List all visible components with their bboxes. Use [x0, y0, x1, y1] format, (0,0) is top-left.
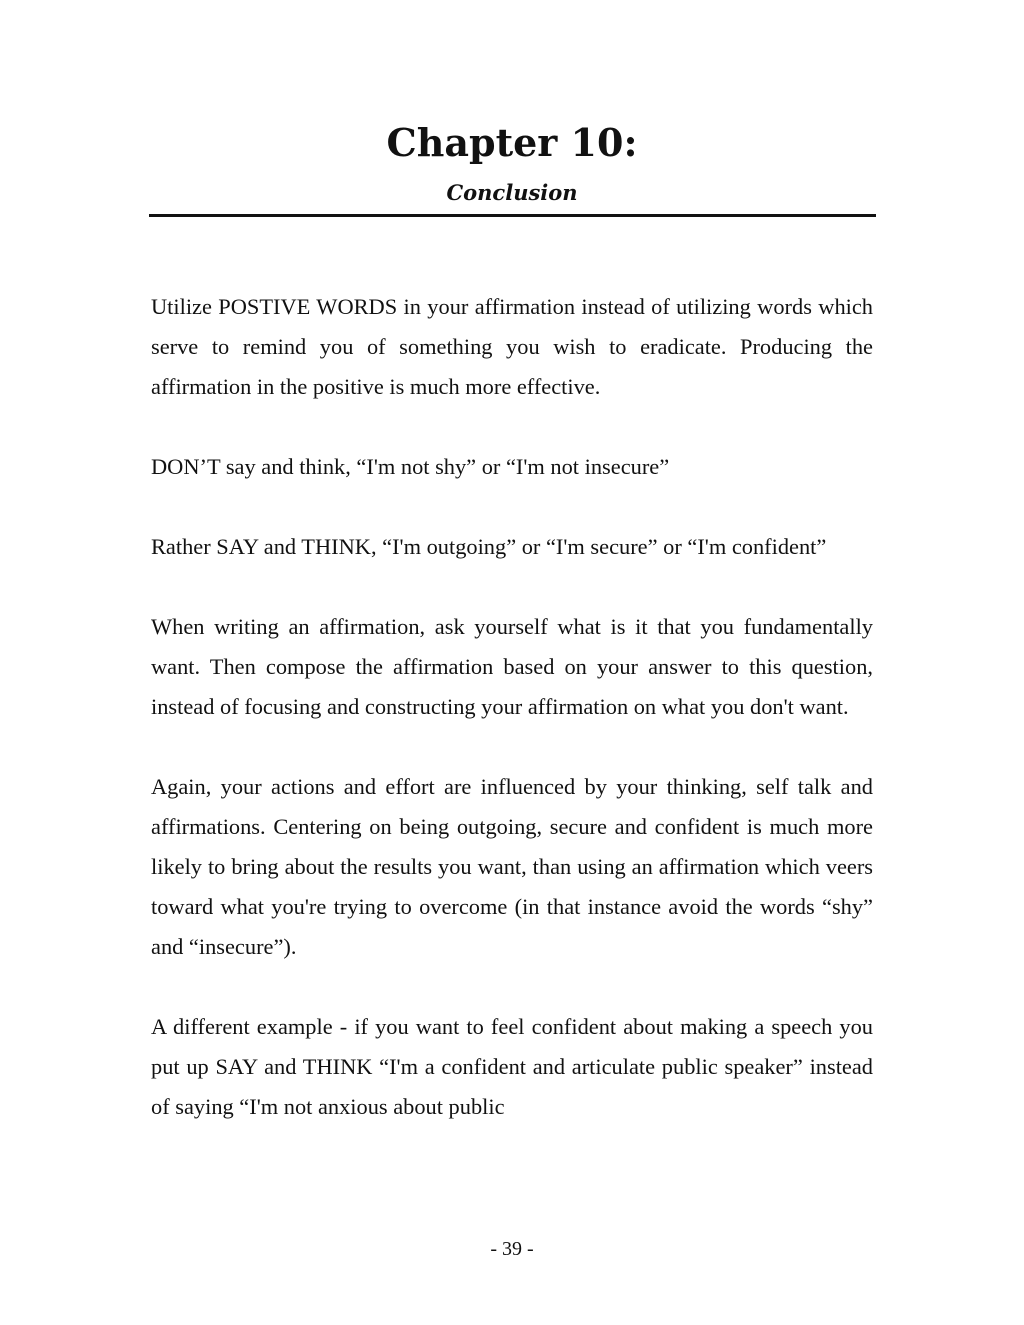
- chapter-body: [151, 287, 873, 1167]
- paragraph: Utilize POSTIVE WORDS in your affirmation instead of utilizing words which serve to remind you of something you wish to eradicate. Producing the affirmation in the positive is much more effective.: [151, 294, 873, 399]
- paragraph: DON’T say and think, “I'm not shy” or “I'm not insecure”: [151, 454, 670, 479]
- chapter-title: Chapter 10:: [386, 120, 638, 165]
- title-divider: [149, 214, 876, 217]
- paragraph: A different example - if you want to feel confident about making a speech you put up SAY and THINK “I'm a confident and articulate public speaker” instead of saying “I'm not anxious about public: [151, 1014, 873, 1119]
- chapter-subtitle: Conclusion: [446, 180, 578, 205]
- paragraph: Again, your actions and effort are influenced by your thinking, self talk and affirmations. Centering on being outgoing, secure and confident is much more likely to bring about the results you want, than using an affirmation which veers toward what you're trying to overcome (in that instance avoid the words “shy” and “insecure”).: [151, 774, 873, 959]
- page-number: - 39 -: [490, 1238, 534, 1260]
- paragraph: When writing an affirmation, ask yourself what is it that you fundamentally want. Then compose the affirmation based on your answer to this question, instead of focusing and constructing your affirmation on what you don't want.: [151, 614, 873, 719]
- paragraph: Rather SAY and THINK, “I'm outgoing” or “I'm secure” or “I'm confident”: [151, 534, 827, 559]
